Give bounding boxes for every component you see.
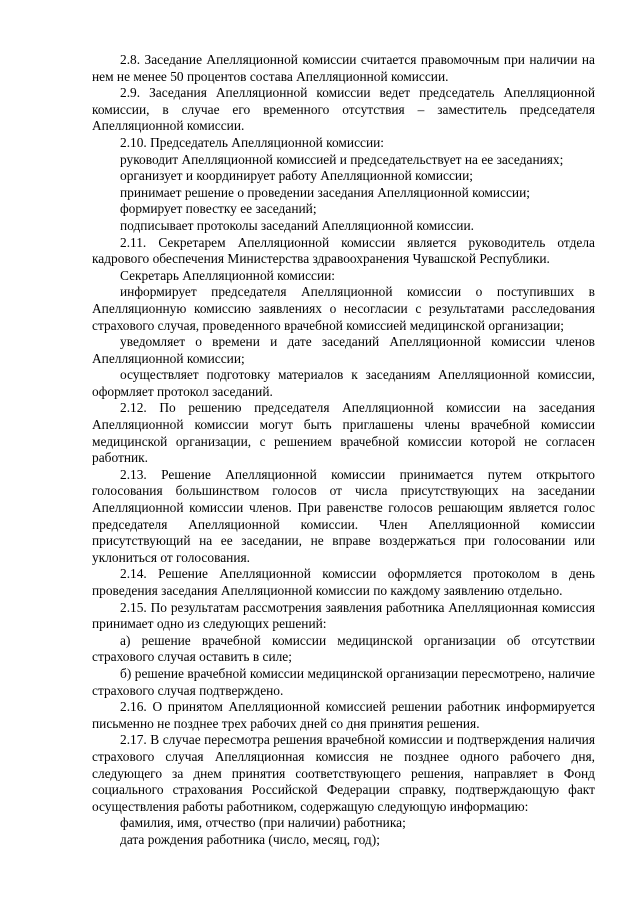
paragraph-2-9: 2.9. Заседания Апелляционной комиссии ведет председатель Апелляционной комиссии, в случае его временного отсутствия – заместитель председателя Апелляционной комиссии.: [92, 85, 595, 134]
decision-option-b: б) решение врачебной комиссии медицинской организации пересмотрено, наличие страхового случая подтверждено.: [92, 665, 595, 698]
list-item-info-field: дата рождения работника (число, месяц, год);: [120, 831, 380, 847]
paragraph-2-8: 2.8. Заседание Апелляционной комиссии считается правомочным при наличии на нем не менее 50 процентов состава Апелляционной комиссии.: [92, 52, 595, 84]
decision-option-a: а) решение врачебной комиссии медицинской организации об отсутствии страхового случая оставить в силе;: [92, 632, 595, 665]
list-item-info-field: фамилия, имя, отчество (при наличии) работника;: [120, 815, 406, 831]
paragraph-2-11: 2.11. Секретарем Апелляционной комиссии является руководитель отдела кадрового обеспечения Министерства здравоохранения Чувашской Республики.: [92, 234, 595, 267]
paragraph-2-16: 2.16. О принятом Апелляционной комиссией решении работник информируется письменно не позднее трех рабочих дней со дня принятия решения.: [92, 699, 595, 731]
list-item-chair-duty: подписывает протоколы заседаний Апелляционной комиссии.: [120, 217, 474, 233]
document-page: [92, 52, 595, 849]
paragraph-2-13: 2.13. Решение Апелляционной комиссии принимается путем открытого голосования большинством голосов от числа присутствующих на заседании Апелляционной комиссии членов. При равенстве голосов решающим является голос председателя Апелляционной комиссии. Член Апелляционной комиссии присутствующий на ее заседании, не вправе воздержаться при голосовании или уклониться от голосования.: [92, 466, 595, 565]
paragraph-2-15: 2.15. По результатам рассмотрения заявления работника Апелляционная комиссия принимает одно из следующих решений:: [92, 599, 595, 632]
paragraph-2-12: 2.12. По решению председателя Апелляционной комиссии на заседания Апелляционной комиссии могут быть приглашены члены врачебной комиссии медицинской организации, с решением врачебной комиссии которой не согласен работник.: [92, 400, 595, 466]
paragraph-2-10: 2.10. Председатель Апелляционной комиссии:: [120, 134, 385, 150]
list-item-secretary-duty: осуществляет подготовку материалов к заседаниям Апелляционной комиссии, оформляет протокол заседаний.: [92, 367, 595, 399]
paragraph-2-17: 2.17. В случае пересмотра решения врачебной комиссии и подтверждения наличия страхового случая Апелляционная комиссия не позднее одного рабочего дня, следующего за днем принятия соответствующего решения, направляет в Фонд социального страхования Российской Федерации справку, подтверждающую факт осуществления работы работником, содержащую следующую информацию:: [92, 732, 595, 814]
secretary-heading: Секретарь Апелляционной комиссии:: [120, 267, 336, 283]
list-item-secretary-duty: информирует председателя Апелляционной комиссии о поступивших в Апелляционную комиссию заявлениях о несогласии с результатами расследования страхового случая, проведенного врачебной комиссией медицинской организации;: [92, 284, 595, 333]
list-item-chair-duty: формирует повестку ее заседаний;: [120, 201, 317, 217]
list-item-secretary-duty: уведомляет о времени и дате заседаний Апелляционной комиссии членов Апелляционной комиссии;: [92, 334, 595, 366]
list-item-chair-duty: принимает решение о проведении заседания Апелляционной комиссии;: [120, 184, 530, 200]
list-item-chair-duty: руководит Апелляционной комиссией и председательствует на ее заседаниях;: [120, 151, 564, 167]
list-item-chair-duty: организует и координирует работу Апелляционной комиссии;: [120, 168, 473, 184]
paragraph-2-14: 2.14. Решение Апелляционной комиссии оформляется протоколом в день проведения заседания Апелляционной комиссии по каждому заявлению отдельно.: [92, 566, 595, 598]
